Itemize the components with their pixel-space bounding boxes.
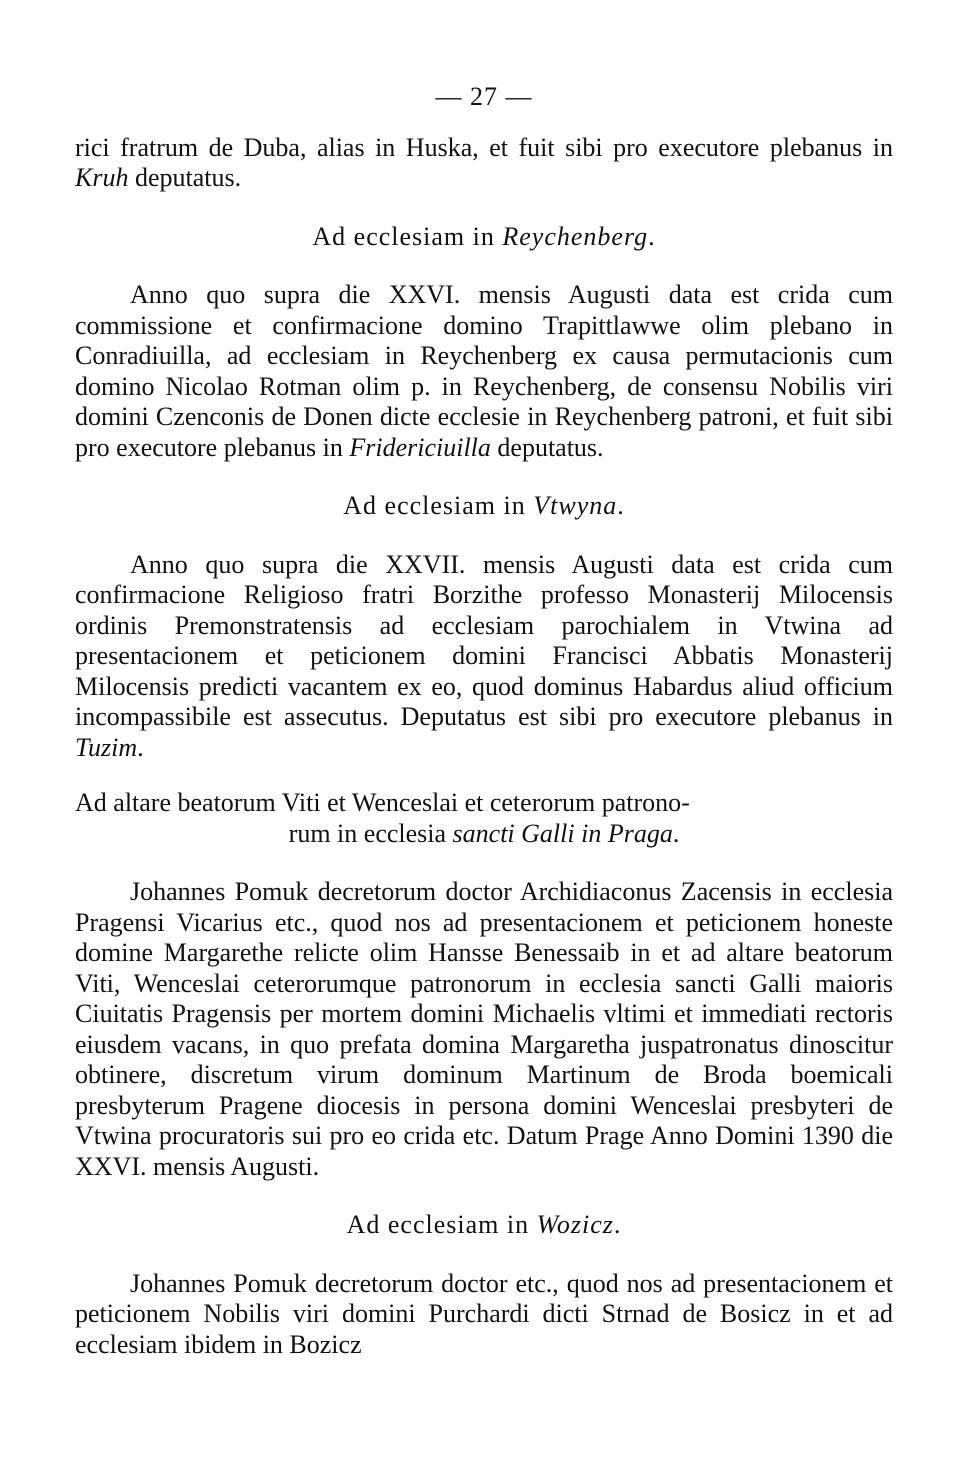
heading-place: Wozicz bbox=[536, 1210, 614, 1239]
paragraph-text: Anno quo supra die XXVII. mensis Augusti data est crida cum confirmacione Religioso fratri Borzithe professo Monasterij Milocensis ordinis Premonstratensis ad ecclesiam parochialem in Vtwina ad presentacionem et peticionem domini Francisci Abbatis Monasterij Milocensis predicti vacantem ex eo, quod dominus Habardus aliud officium incompassibile est assecutus. Deputatus est sibi pro executore plebanus in bbox=[75, 549, 893, 731]
heading-line-2 bbox=[75, 819, 893, 850]
section-heading-wozicz bbox=[75, 1210, 893, 1241]
book-page bbox=[75, 82, 893, 1360]
paragraph-continuation bbox=[75, 133, 893, 194]
entry-vtwyna bbox=[75, 550, 893, 764]
heading-line-2-place: sancti Galli in Praga bbox=[452, 818, 673, 848]
paragraph-text: Johannes Pomuk decretorum doctor Archidiaconus Zacensis in ecclesia Pragensi Vicarius etc., quod nos ad presentacionem et peticionem honeste domine Margarethe relicte olim Hansse Benessaib in et ad altare beatorum Viti, Wenceslai ceterorumque patronorum in ecclesia sancti Galli maioris Ciuitatis Pragensis per mortem domini Michaelis vltimi et immediati rectoris eiusdem vacans, in quo prefata domina Margaretha juspatronatus dinoscitur obtinere, discretum virum dominum Martinum de Broda boemicali presbyterum Pragene diocesis in persona domini Wenceslai presbyteri de Vtwina procuratoris sui pro eo crida etc. Datum Prage Anno Domini 1390 die XXVI. mensis Augusti. bbox=[75, 877, 893, 1181]
heading-line-2-prefix: rum in ecclesia bbox=[288, 818, 453, 848]
heading-line-1: Ad altare beatorum Viti et Wenceslai et ceterorum patrono- bbox=[75, 788, 690, 817]
heading-suffix: . bbox=[617, 491, 625, 520]
heading-suffix: . bbox=[613, 1210, 622, 1239]
entry-wozicz bbox=[75, 1269, 893, 1361]
heading-line-2-suffix: . bbox=[672, 818, 680, 848]
place-name: Fridericiuilla bbox=[349, 432, 491, 462]
paragraph-tail: deputatus. bbox=[128, 163, 242, 192]
place-name: Tuzim bbox=[75, 732, 138, 762]
paragraph-text: Johannes Pomuk decretorum doctor etc., quod nos ad presentacionem et peticionem Nobilis viri domini Purchardi dicti Strnad de Bosicz in et ad ecclesiam ibidem in Bozicz bbox=[75, 1268, 893, 1359]
place-name: Kruh bbox=[75, 163, 129, 192]
section-heading-sancti-galli bbox=[75, 788, 893, 849]
paragraph-tail: deputatus. bbox=[490, 432, 604, 462]
section-heading-reychenberg bbox=[75, 222, 893, 253]
heading-prefix: Ad ecclesiam in bbox=[346, 1210, 537, 1239]
page-number: — 27 — bbox=[435, 82, 533, 111]
entry-sancti-galli bbox=[75, 877, 893, 1182]
entry-reychenberg bbox=[75, 280, 893, 463]
heading-prefix: Ad ecclesiam in bbox=[343, 491, 534, 520]
paragraph-text: Anno quo supra die XXVI. mensis Augusti data est crida cum commissione et confirmacione domino Trapittlawwe olim plebano in Conradiuilla, ad ecclesiam in Reychenberg ex causa permutacionis cum domino Nicolao Rotman olim p. in Reychenberg, de consensu Nobilis viri domini Czenconis de Donen dicte ecclesie in Reychenberg patroni, et fuit sibi pro executore plebanus in bbox=[75, 280, 893, 462]
paragraph-text: rici fratrum de Duba, alias in Huska, et fuit sibi pro executore plebanus in bbox=[75, 132, 893, 162]
section-heading-vtwyna bbox=[75, 491, 893, 522]
paragraph-tail: . bbox=[137, 732, 144, 762]
heading-suffix: . bbox=[648, 221, 656, 251]
heading-prefix: Ad ecclesiam in bbox=[312, 221, 503, 251]
heading-place: Reychenberg bbox=[502, 221, 649, 251]
heading-place: Vtwyna bbox=[533, 491, 618, 520]
